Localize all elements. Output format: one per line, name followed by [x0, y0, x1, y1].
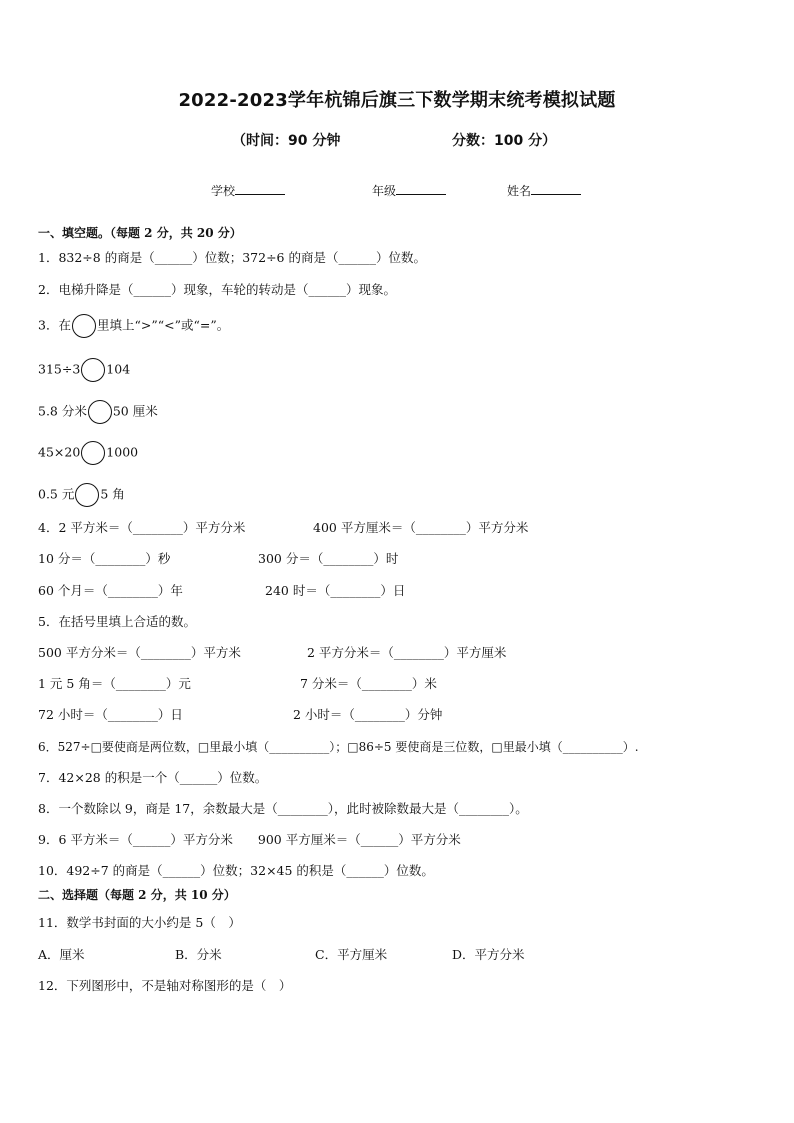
q3-item-3 [38, 441, 138, 465]
question-3 [38, 314, 229, 338]
question-10: 10．492÷7 的商是（______）位数；32×45 的积是（______）位数。 [38, 863, 434, 878]
q3-item-1 [38, 358, 130, 382]
q3-item-left: 45×20 [38, 444, 81, 460]
q11-option-b[interactable]: B．分米 [175, 947, 222, 962]
q3-item-right: 5 角 [100, 486, 125, 502]
q4-row-3b: 240 时＝（________）日 [265, 583, 406, 598]
q5-row-2b: 7 分米＝（________）米 [300, 676, 437, 691]
question-6: 6．527÷□要使商是两位数，□里最小填（__________）；□86÷5 要使商是三位数，□里最小填（__________）. [38, 740, 639, 754]
q11-option-d[interactable]: D．平方分米 [452, 947, 525, 962]
name-label: 姓名 [507, 184, 532, 198]
school-label: 学校 [211, 184, 236, 198]
grade-label: 年级 [372, 184, 397, 198]
name-blank[interactable] [531, 182, 581, 195]
question-7: 7．42×28 的积是一个（______）位数。 [38, 770, 268, 785]
q3-item-left: 5.8 分米 [38, 403, 87, 419]
q4-row-2b: 300 分＝（________）时 [258, 551, 399, 566]
q5-row-1a: 500 平方分米＝（________）平方米 [38, 645, 241, 660]
section2-heading: 二、选择题（每题 2 分，共 10 分） [38, 888, 236, 902]
exam-score: 分数：100 分） [452, 133, 557, 149]
school-field [211, 182, 285, 199]
q4-row-1b: 400 平方厘米＝（________）平方分米 [313, 520, 529, 535]
q3-suffix: 里填上“>”“<”或“=”。 [96, 317, 230, 333]
question-8: 8．一个数除以 9，商是 17，余数最大是（________），此时被除数最大是（________）。 [38, 801, 528, 816]
q3-item-right: 1000 [106, 444, 139, 460]
q3-item-left: 0.5 元 [38, 486, 75, 502]
compare-circle-icon [72, 314, 96, 338]
q3-prefix: 3．在 [38, 317, 71, 333]
q5-row-1b: 2 平方分米＝（________）平方厘米 [307, 645, 507, 660]
question-9: 9．6 平方米＝（______）平方分米 900 平方厘米＝（______）平方分米 [38, 832, 461, 847]
compare-circle-input[interactable] [81, 441, 105, 465]
compare-circle-input[interactable] [88, 400, 112, 424]
q4-row-1a: 4．2 平方米＝（________）平方分米 [38, 520, 246, 535]
q4-row-3a: 60 个月＝（________）年 [38, 583, 183, 598]
q5-row-3b: 2 小时＝（________）分钟 [293, 707, 443, 722]
q11-option-a[interactable]: A．厘米 [38, 947, 85, 962]
q3-item-right: 104 [106, 361, 131, 377]
q5-row-3a: 72 小时＝（________）日 [38, 707, 183, 722]
compare-circle-input[interactable] [75, 483, 99, 507]
q11-option-c[interactable]: C．平方厘米 [315, 947, 388, 962]
q5-heading: 5．在括号里填上合适的数。 [38, 614, 196, 629]
name-field [507, 182, 581, 199]
section1-heading: 一、填空题。（每题 2 分，共 20 分） [38, 226, 242, 240]
grade-blank[interactable] [396, 182, 446, 195]
q3-item-left: 315÷3 [38, 361, 81, 377]
compare-circle-input[interactable] [81, 358, 105, 382]
q4-row-2a: 10 分＝（________）秒 [38, 551, 171, 566]
q3-item-right: 50 厘米 [112, 403, 158, 419]
q5-row-2a: 1 元 5 角＝（________）元 [38, 676, 191, 691]
question-11: 11．数学书封面的大小约是 5（ ） [38, 915, 241, 930]
exam-title: 2022-2023学年杭锦后旗三下数学期末统考模拟试题 [178, 90, 616, 111]
q3-item-4 [38, 483, 125, 507]
question-1: 1．832÷8 的商是（______）位数；372÷6 的商是（______）位数。 [38, 250, 426, 265]
question-12: 12．下列图形中，不是轴对称图形的是（ ） [38, 978, 292, 993]
grade-field [372, 182, 446, 199]
question-2: 2．电梯升降是（______）现象，车轮的转动是（______）现象。 [38, 282, 396, 297]
exam-time: （时间：90 分钟 [232, 133, 341, 149]
q3-item-2 [38, 400, 158, 424]
school-blank[interactable] [235, 182, 285, 195]
